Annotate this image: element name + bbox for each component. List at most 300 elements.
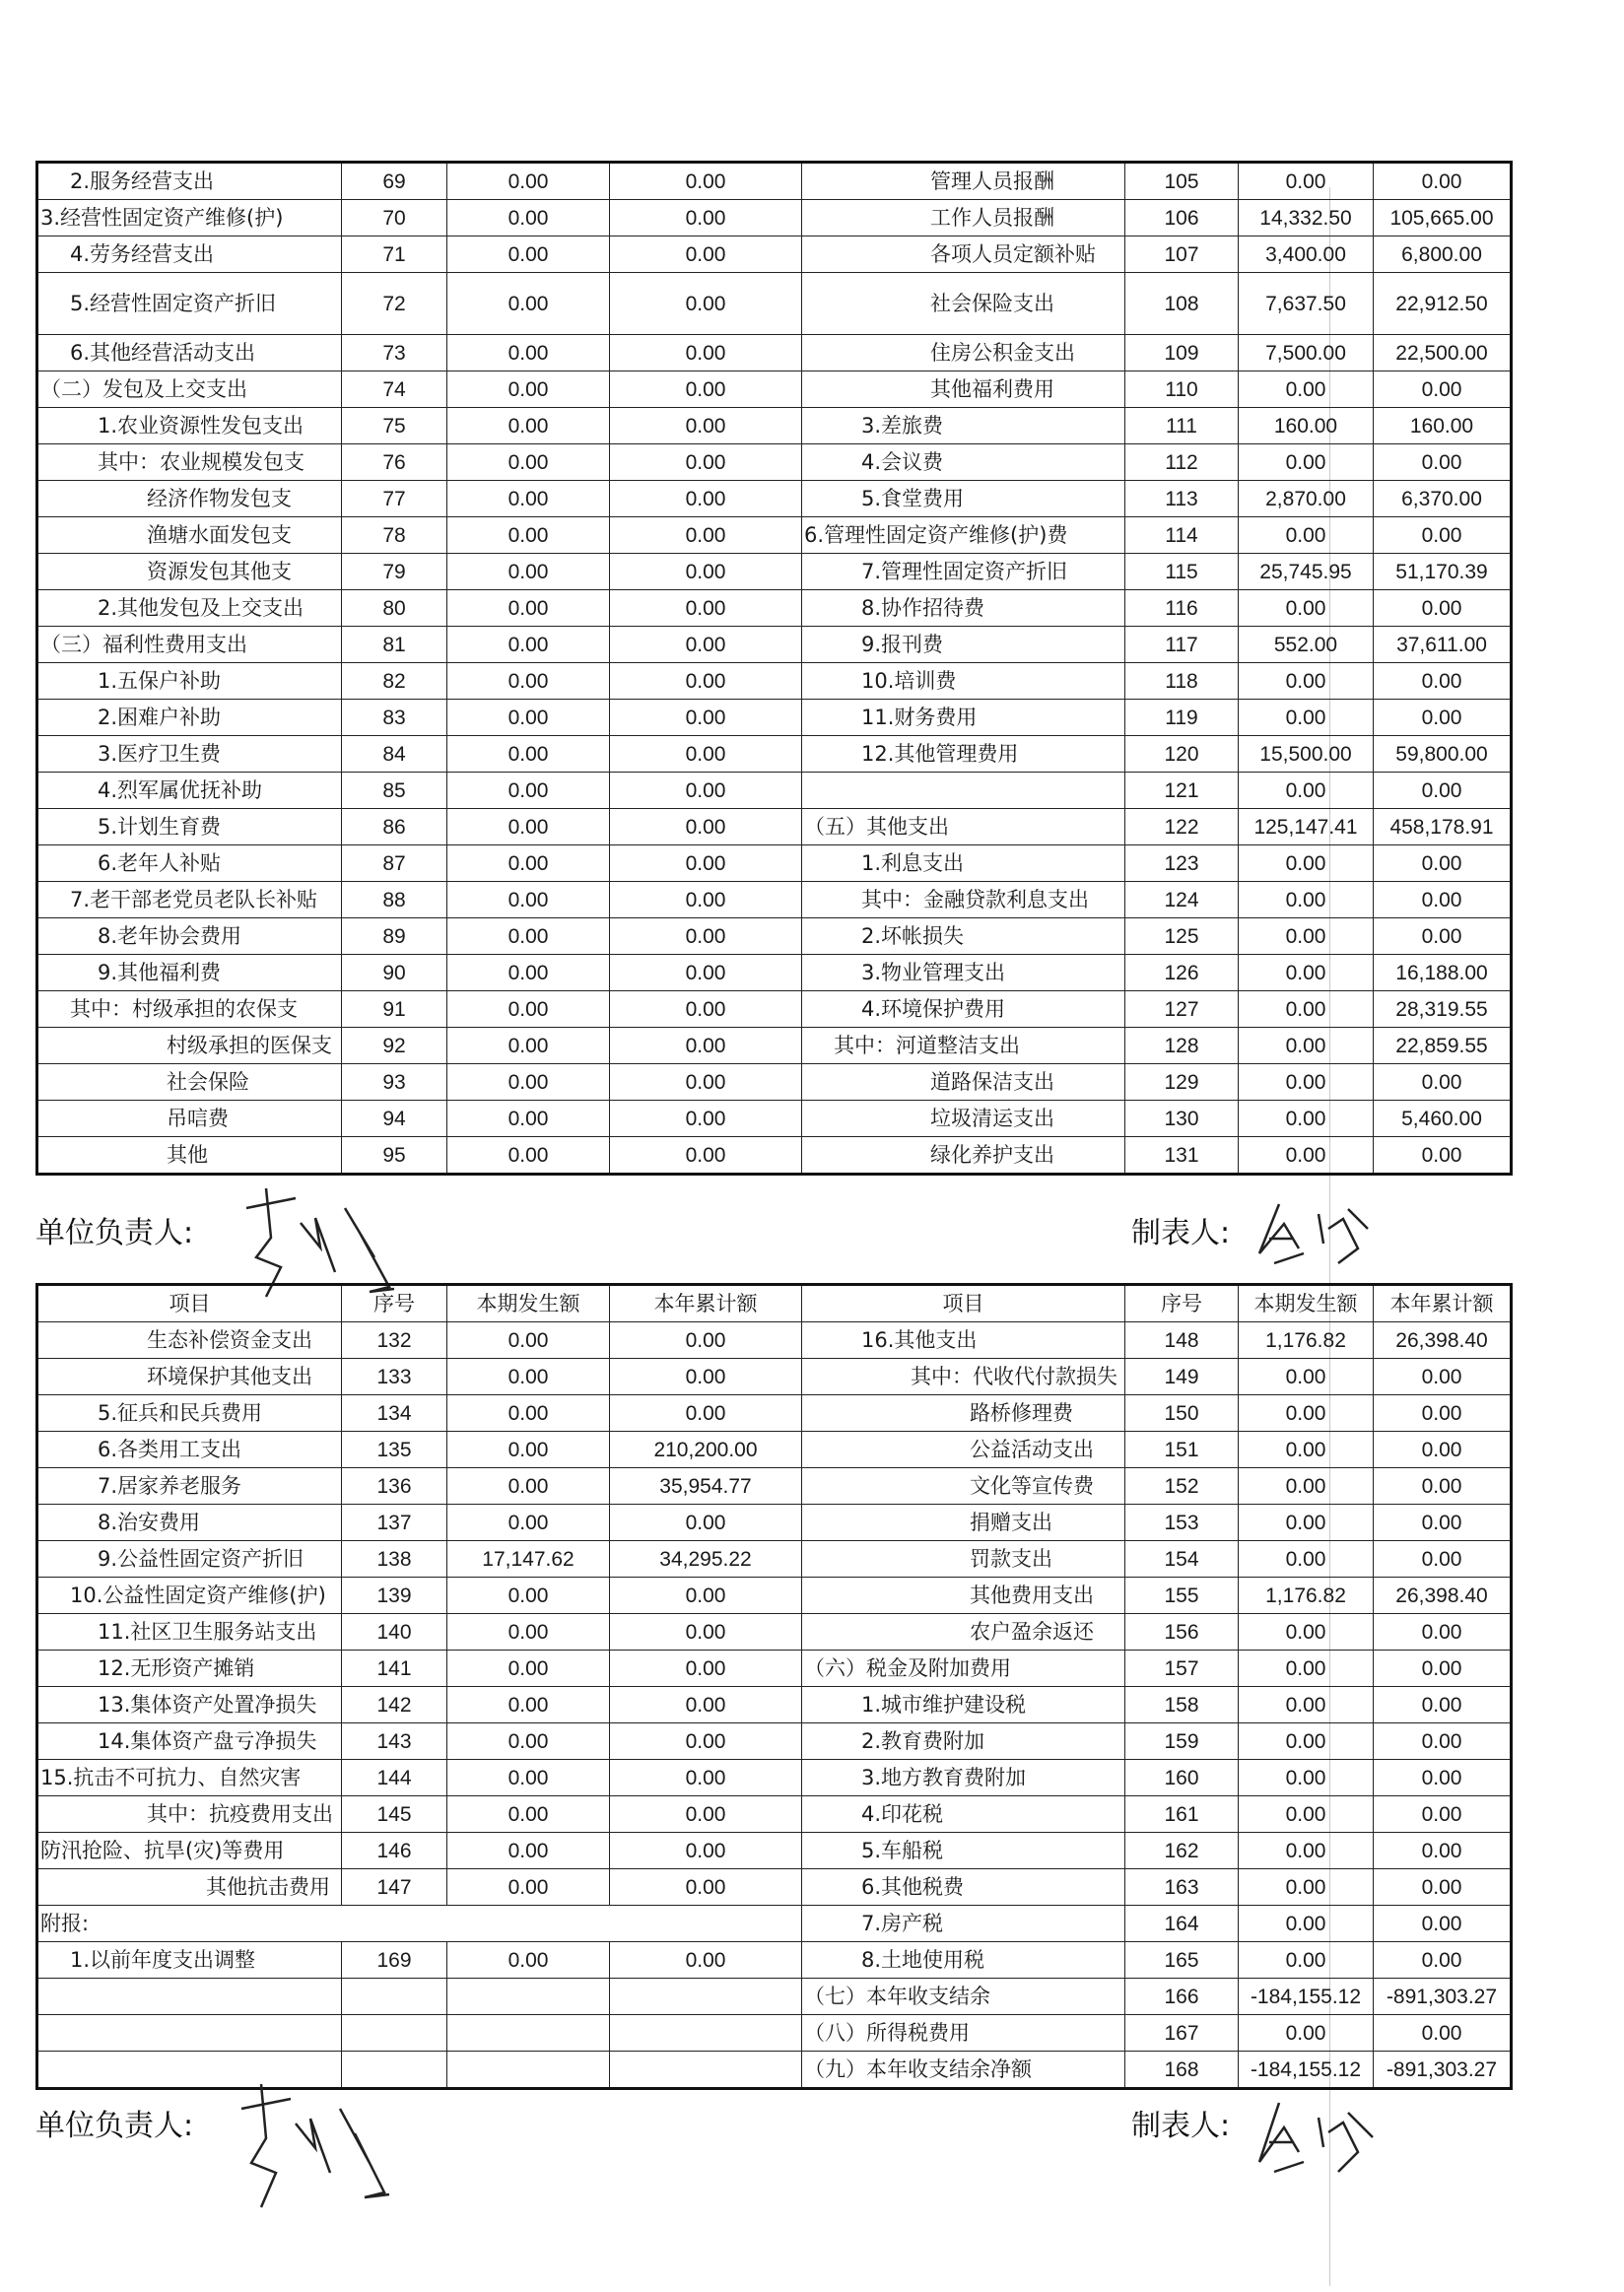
current-amount-right: 1,176.82 bbox=[1239, 1578, 1374, 1614]
seq-number-left: 90 bbox=[342, 955, 447, 991]
table-row bbox=[37, 1651, 1512, 1687]
item-name-left: 9.公益性固定资产折旧 bbox=[37, 1541, 342, 1578]
item-name-left: 5.经营性固定资产折旧 bbox=[37, 273, 342, 335]
current-amount-left: 0.00 bbox=[447, 1432, 610, 1468]
item-name-left: 6.各类用工支出 bbox=[37, 1432, 342, 1468]
item-name-right: 垃圾清运支出 bbox=[802, 1101, 1125, 1137]
seq-number-left: 81 bbox=[342, 627, 447, 663]
item-name-right: 7.房产税 bbox=[802, 1906, 1125, 1942]
ytd-amount-left: 0.00 bbox=[610, 236, 802, 273]
seq-number-right: 114 bbox=[1125, 517, 1239, 554]
seq-number-right: 163 bbox=[1125, 1869, 1239, 1906]
ytd-amount-right: 22,912.50 bbox=[1374, 273, 1512, 335]
current-amount-right: 0.00 bbox=[1239, 1614, 1374, 1651]
seq-number-left: 87 bbox=[342, 845, 447, 882]
current-amount-left: 0.00 bbox=[447, 1942, 610, 1979]
current-amount-left: 0.00 bbox=[447, 736, 610, 773]
ytd-amount-right: 0.00 bbox=[1374, 444, 1512, 481]
current-amount-left: 0.00 bbox=[447, 918, 610, 955]
ytd-amount-right: 0.00 bbox=[1374, 2015, 1512, 2052]
current-amount-left: 0.00 bbox=[447, 773, 610, 809]
item-name-right: 8.协作招待费 bbox=[802, 590, 1125, 627]
seq-number-left: 82 bbox=[342, 663, 447, 700]
item-name-right: 5.车船税 bbox=[802, 1833, 1125, 1869]
item-name-right: 12.其他管理费用 bbox=[802, 736, 1125, 773]
table-row bbox=[37, 163, 1512, 200]
item-name-right bbox=[802, 773, 1125, 809]
item-name-left: 环境保护其他支出 bbox=[37, 1359, 342, 1395]
item-name-right: 捐赠支出 bbox=[802, 1505, 1125, 1541]
current-amount-right: 552.00 bbox=[1239, 627, 1374, 663]
ytd-amount-left: 0.00 bbox=[610, 1614, 802, 1651]
table-row bbox=[37, 1869, 1512, 1906]
current-amount-right: 0.00 bbox=[1239, 991, 1374, 1028]
seq-number-right: 157 bbox=[1125, 1651, 1239, 1687]
current-amount-right: 0.00 bbox=[1239, 955, 1374, 991]
current-amount-right: 0.00 bbox=[1239, 845, 1374, 882]
item-name-left: 生态补偿资金支出 bbox=[37, 1322, 342, 1359]
current-amount-right: 0.00 bbox=[1239, 1833, 1374, 1869]
table-row bbox=[37, 1833, 1512, 1869]
seq-number-right: 156 bbox=[1125, 1614, 1239, 1651]
ytd-amount-right: 0.00 bbox=[1374, 1137, 1512, 1175]
table-row bbox=[37, 700, 1512, 736]
ytd-amount-left: 0.00 bbox=[610, 882, 802, 918]
current-amount-left: 0.00 bbox=[447, 1578, 610, 1614]
seq-number-right: 117 bbox=[1125, 627, 1239, 663]
ytd-amount-left: 0.00 bbox=[610, 335, 802, 371]
current-amount-left: 0.00 bbox=[447, 663, 610, 700]
expense-table-part-1 bbox=[35, 161, 1513, 1176]
item-name-left: 1.五保户补助 bbox=[37, 663, 342, 700]
current-amount-right: -184,155.12 bbox=[1239, 2052, 1374, 2089]
current-amount-right: 0.00 bbox=[1239, 1432, 1374, 1468]
ytd-amount-left: 0.00 bbox=[610, 1942, 802, 1979]
col-header-current-right: 本期发生额 bbox=[1239, 1285, 1374, 1322]
item-name-left: 3.经营性固定资产维修(护) bbox=[37, 200, 342, 236]
current-amount-left: 17,147.62 bbox=[447, 1541, 610, 1578]
item-name-left: 1.以前年度支出调整 bbox=[37, 1942, 342, 1979]
ytd-amount-right: 0.00 bbox=[1374, 371, 1512, 408]
item-name-left: 2.其他发包及上交支出 bbox=[37, 590, 342, 627]
seq-number-right: 166 bbox=[1125, 1979, 1239, 2015]
current-amount-right: 0.00 bbox=[1239, 773, 1374, 809]
ytd-amount-left: 0.00 bbox=[610, 809, 802, 845]
item-name-left: 其他抗击费用 bbox=[37, 1869, 342, 1906]
table-row bbox=[37, 481, 1512, 517]
current-amount-left: 0.00 bbox=[447, 627, 610, 663]
table-row bbox=[37, 554, 1512, 590]
ytd-amount-left: 0.00 bbox=[610, 590, 802, 627]
item-name-left: 4.劳务经营支出 bbox=[37, 236, 342, 273]
table-row bbox=[37, 663, 1512, 700]
seq-number-left: 86 bbox=[342, 809, 447, 845]
seq-number-right: 130 bbox=[1125, 1101, 1239, 1137]
ytd-amount-left: 0.00 bbox=[610, 1578, 802, 1614]
current-amount-left: 0.00 bbox=[447, 163, 610, 200]
seq-number-left: 133 bbox=[342, 1359, 447, 1395]
item-name-right: 4.环境保护费用 bbox=[802, 991, 1125, 1028]
ytd-amount-right: 22,500.00 bbox=[1374, 335, 1512, 371]
current-amount-right: 0.00 bbox=[1239, 1541, 1374, 1578]
current-amount-right: 160.00 bbox=[1239, 408, 1374, 444]
item-name-right: 路桥修理费 bbox=[802, 1395, 1125, 1432]
table-row bbox=[37, 1359, 1512, 1395]
table-row bbox=[37, 1760, 1512, 1796]
item-name-right: 社会保险支出 bbox=[802, 273, 1125, 335]
ytd-amount-right: 51,170.39 bbox=[1374, 554, 1512, 590]
table-row bbox=[37, 1137, 1512, 1175]
ytd-amount-right: -891,303.27 bbox=[1374, 2052, 1512, 2089]
item-name-right: 4.会议费 bbox=[802, 444, 1125, 481]
ytd-amount-left: 0.00 bbox=[610, 1395, 802, 1432]
item-name-left: 村级承担的医保支 bbox=[37, 1028, 342, 1064]
item-name-left: 其中：抗疫费用支出 bbox=[37, 1796, 342, 1833]
item-name-right: 住房公积金支出 bbox=[802, 335, 1125, 371]
item-name-left bbox=[37, 2015, 342, 2052]
table-row bbox=[37, 809, 1512, 845]
seq-number-left bbox=[342, 1979, 447, 2015]
seq-number-right: 120 bbox=[1125, 736, 1239, 773]
ytd-amount-left: 0.00 bbox=[610, 845, 802, 882]
seq-number-left: 69 bbox=[342, 163, 447, 200]
seq-number-left: 85 bbox=[342, 773, 447, 809]
item-name-left: 资源发包其他支 bbox=[37, 554, 342, 590]
unit-head-label-bottom: 单位负责人: bbox=[35, 2109, 194, 2143]
ytd-amount-right: 0.00 bbox=[1374, 1906, 1512, 1942]
seq-number-left: 132 bbox=[342, 1322, 447, 1359]
current-amount-right: 0.00 bbox=[1239, 1064, 1374, 1101]
current-amount-left: 0.00 bbox=[447, 1468, 610, 1505]
ytd-amount-left bbox=[610, 1979, 802, 2015]
item-name-right: 3.物业管理支出 bbox=[802, 955, 1125, 991]
current-amount-right: 0.00 bbox=[1239, 444, 1374, 481]
seq-number-right: 125 bbox=[1125, 918, 1239, 955]
ytd-amount-right: 0.00 bbox=[1374, 882, 1512, 918]
header-row bbox=[37, 1285, 1512, 1322]
item-name-right: 1.城市维护建设税 bbox=[802, 1687, 1125, 1723]
ytd-amount-left: 210,200.00 bbox=[610, 1432, 802, 1468]
seq-number-right: 148 bbox=[1125, 1322, 1239, 1359]
ytd-amount-right: 160.00 bbox=[1374, 408, 1512, 444]
item-name-right: 道路保洁支出 bbox=[802, 1064, 1125, 1101]
ytd-amount-left bbox=[610, 2015, 802, 2052]
seq-number-left: 137 bbox=[342, 1505, 447, 1541]
table-row bbox=[37, 1687, 1512, 1723]
current-amount-right: 0.00 bbox=[1239, 1101, 1374, 1137]
unit-head-label: 单位负责人: bbox=[35, 1216, 194, 1250]
item-name-left: 14.集体资产盘亏净损失 bbox=[37, 1723, 342, 1760]
table-row bbox=[37, 517, 1512, 554]
seq-number-left: 72 bbox=[342, 273, 447, 335]
ytd-amount-right: 0.00 bbox=[1374, 1468, 1512, 1505]
item-name-left: 6.老年人补贴 bbox=[37, 845, 342, 882]
table-row bbox=[37, 918, 1512, 955]
seq-number-right: 106 bbox=[1125, 200, 1239, 236]
ytd-amount-left: 0.00 bbox=[610, 663, 802, 700]
current-amount-right: 1,176.82 bbox=[1239, 1322, 1374, 1359]
ytd-amount-right: 0.00 bbox=[1374, 590, 1512, 627]
current-amount-left: 0.00 bbox=[447, 882, 610, 918]
current-amount-left bbox=[447, 2015, 610, 2052]
seq-number-left: 91 bbox=[342, 991, 447, 1028]
seq-number-left: 73 bbox=[342, 335, 447, 371]
item-name-left: 15.抗击不可抗力、自然灾害 bbox=[37, 1760, 342, 1796]
table-row bbox=[37, 1796, 1512, 1833]
item-name-left bbox=[37, 1979, 342, 2015]
current-amount-right: 0.00 bbox=[1239, 1760, 1374, 1796]
item-name-left: 7.老干部老党员老队长补贴 bbox=[37, 882, 342, 918]
ytd-amount-right: 105,665.00 bbox=[1374, 200, 1512, 236]
item-name-left: （三）福利性费用支出 bbox=[37, 627, 342, 663]
ytd-amount-left bbox=[610, 2052, 802, 2089]
seq-number-right: 165 bbox=[1125, 1942, 1239, 1979]
seq-number-left: 80 bbox=[342, 590, 447, 627]
ytd-amount-right: 0.00 bbox=[1374, 517, 1512, 554]
col-header-ytd-left: 本年累计额 bbox=[610, 1285, 802, 1322]
seq-number-left: 70 bbox=[342, 200, 447, 236]
item-name-left: 13.集体资产处置净损失 bbox=[37, 1687, 342, 1723]
current-amount-left: 0.00 bbox=[447, 1322, 610, 1359]
ytd-amount-right: 16,188.00 bbox=[1374, 955, 1512, 991]
seq-number-left: 140 bbox=[342, 1614, 447, 1651]
seq-number-left: 144 bbox=[342, 1760, 447, 1796]
col-header-item-left: 项目 bbox=[37, 1285, 342, 1322]
table-row bbox=[37, 1942, 1512, 1979]
item-name-right: 其中：金融贷款利息支出 bbox=[802, 882, 1125, 918]
seq-number-right: 105 bbox=[1125, 163, 1239, 200]
current-amount-left: 0.00 bbox=[447, 1028, 610, 1064]
ytd-amount-right: 0.00 bbox=[1374, 1505, 1512, 1541]
current-amount-right: 0.00 bbox=[1239, 371, 1374, 408]
item-name-right: （六）税金及附加费用 bbox=[802, 1651, 1125, 1687]
table-row bbox=[37, 845, 1512, 882]
seq-number-left: 147 bbox=[342, 1869, 447, 1906]
seq-number-right: 153 bbox=[1125, 1505, 1239, 1541]
seq-number-right: 124 bbox=[1125, 882, 1239, 918]
ytd-amount-right: 0.00 bbox=[1374, 1687, 1512, 1723]
seq-number-right: 154 bbox=[1125, 1541, 1239, 1578]
current-amount-left: 0.00 bbox=[447, 809, 610, 845]
current-amount-left: 0.00 bbox=[447, 991, 610, 1028]
current-amount-left: 0.00 bbox=[447, 236, 610, 273]
item-name-right: 文化等宣传费 bbox=[802, 1468, 1125, 1505]
seq-number-left: 83 bbox=[342, 700, 447, 736]
table-row bbox=[37, 1101, 1512, 1137]
current-amount-left: 0.00 bbox=[447, 955, 610, 991]
current-amount-left: 0.00 bbox=[447, 371, 610, 408]
ytd-amount-left: 0.00 bbox=[610, 371, 802, 408]
seq-number-left: 138 bbox=[342, 1541, 447, 1578]
item-name-left: 1.农业资源性发包支出 bbox=[37, 408, 342, 444]
seq-number-right: 116 bbox=[1125, 590, 1239, 627]
item-name-right: 1.利息支出 bbox=[802, 845, 1125, 882]
current-amount-left: 0.00 bbox=[447, 1137, 610, 1175]
seq-number-right: 160 bbox=[1125, 1760, 1239, 1796]
ytd-amount-left: 0.00 bbox=[610, 481, 802, 517]
seq-number-left: 89 bbox=[342, 918, 447, 955]
item-name-left: 其中：农业规模发包支 bbox=[37, 444, 342, 481]
seq-number-right: 122 bbox=[1125, 809, 1239, 845]
item-name-right: 6.管理性固定资产维修(护)费 bbox=[802, 517, 1125, 554]
current-amount-left: 0.00 bbox=[447, 700, 610, 736]
current-amount-right: 0.00 bbox=[1239, 163, 1374, 200]
table-row bbox=[37, 236, 1512, 273]
ytd-amount-left: 0.00 bbox=[610, 200, 802, 236]
ytd-amount-right: 5,460.00 bbox=[1374, 1101, 1512, 1137]
seq-number-right: 107 bbox=[1125, 236, 1239, 273]
ytd-amount-right: 0.00 bbox=[1374, 1869, 1512, 1906]
seq-number-left: 76 bbox=[342, 444, 447, 481]
col-header-current-left: 本期发生额 bbox=[447, 1285, 610, 1322]
ytd-amount-right: 26,398.40 bbox=[1374, 1322, 1512, 1359]
current-amount-right: 0.00 bbox=[1239, 882, 1374, 918]
current-amount-right: 7,637.50 bbox=[1239, 273, 1374, 335]
table-row bbox=[37, 1064, 1512, 1101]
seq-number-right: 158 bbox=[1125, 1687, 1239, 1723]
ytd-amount-right: 28,319.55 bbox=[1374, 991, 1512, 1028]
table-row bbox=[37, 736, 1512, 773]
ytd-amount-right: 0.00 bbox=[1374, 1723, 1512, 1760]
ytd-amount-right: 6,800.00 bbox=[1374, 236, 1512, 273]
current-amount-right: 0.00 bbox=[1239, 1505, 1374, 1541]
item-name-right: 2.坏帐损失 bbox=[802, 918, 1125, 955]
item-name-right: （七）本年收支结余 bbox=[802, 1979, 1125, 2015]
ytd-amount-left: 0.00 bbox=[610, 736, 802, 773]
seq-number-left: 75 bbox=[342, 408, 447, 444]
item-name-left: 3.医疗卫生费 bbox=[37, 736, 342, 773]
current-amount-left: 0.00 bbox=[447, 517, 610, 554]
item-name-left: 12.无形资产摊销 bbox=[37, 1651, 342, 1687]
seq-number-right: 111 bbox=[1125, 408, 1239, 444]
ytd-amount-left: 0.00 bbox=[610, 517, 802, 554]
current-amount-left bbox=[447, 2052, 610, 2089]
current-amount-left: 0.00 bbox=[447, 1395, 610, 1432]
current-amount-left: 0.00 bbox=[447, 1614, 610, 1651]
current-amount-right: 0.00 bbox=[1239, 1869, 1374, 1906]
ytd-amount-left: 0.00 bbox=[610, 955, 802, 991]
table-row bbox=[37, 882, 1512, 918]
item-name-right: 绿化养护支出 bbox=[802, 1137, 1125, 1175]
item-name-left: 其中：村级承担的农保支 bbox=[37, 991, 342, 1028]
col-header-ytd-right: 本年累计额 bbox=[1374, 1285, 1512, 1322]
item-name-right: （五）其他支出 bbox=[802, 809, 1125, 845]
ytd-amount-right: 0.00 bbox=[1374, 1395, 1512, 1432]
current-amount-right: 0.00 bbox=[1239, 918, 1374, 955]
seq-number-left: 142 bbox=[342, 1687, 447, 1723]
current-amount-left: 0.00 bbox=[447, 1359, 610, 1395]
ytd-amount-right: 0.00 bbox=[1374, 1760, 1512, 1796]
seq-number-left: 74 bbox=[342, 371, 447, 408]
item-name-right: （八）所得税费用 bbox=[802, 2015, 1125, 2052]
seq-number-right: 168 bbox=[1125, 2052, 1239, 2089]
ytd-amount-left: 0.00 bbox=[610, 1101, 802, 1137]
table-row bbox=[37, 773, 1512, 809]
item-name-left: （二）发包及上交支出 bbox=[37, 371, 342, 408]
item-name-left: 11.社区卫生服务站支出 bbox=[37, 1614, 342, 1651]
ytd-amount-left: 0.00 bbox=[610, 408, 802, 444]
seq-number-left: 84 bbox=[342, 736, 447, 773]
ytd-amount-right: 0.00 bbox=[1374, 1833, 1512, 1869]
item-name-right: 各项人员定额补贴 bbox=[802, 236, 1125, 273]
item-name-right: 3.差旅费 bbox=[802, 408, 1125, 444]
table-row bbox=[37, 1541, 1512, 1578]
current-amount-right: 25,745.95 bbox=[1239, 554, 1374, 590]
seq-number-right: 128 bbox=[1125, 1028, 1239, 1064]
item-name-right: 管理人员报酬 bbox=[802, 163, 1125, 200]
ytd-amount-right: 0.00 bbox=[1374, 1614, 1512, 1651]
item-name-left: 社会保险 bbox=[37, 1064, 342, 1101]
item-name-left: 9.其他福利费 bbox=[37, 955, 342, 991]
ytd-amount-left: 0.00 bbox=[610, 1723, 802, 1760]
seq-number-right: 155 bbox=[1125, 1578, 1239, 1614]
seq-number-left: 93 bbox=[342, 1064, 447, 1101]
current-amount-left: 0.00 bbox=[447, 335, 610, 371]
table-row bbox=[37, 371, 1512, 408]
table-row bbox=[37, 991, 1512, 1028]
preparer-label: 制表人: bbox=[1131, 1216, 1231, 1250]
current-amount-right: 0.00 bbox=[1239, 1359, 1374, 1395]
item-name-left: 7.居家养老服务 bbox=[37, 1468, 342, 1505]
seq-number-left: 146 bbox=[342, 1833, 447, 1869]
current-amount-left: 0.00 bbox=[447, 1760, 610, 1796]
item-name-right: 10.培训费 bbox=[802, 663, 1125, 700]
current-amount-left: 0.00 bbox=[447, 444, 610, 481]
ytd-amount-right: 0.00 bbox=[1374, 918, 1512, 955]
item-name-left: 防汛抢险、抗旱(灾)等费用 bbox=[37, 1833, 342, 1869]
ytd-amount-left: 0.00 bbox=[610, 1760, 802, 1796]
ytd-amount-left: 0.00 bbox=[610, 700, 802, 736]
ytd-amount-right: 0.00 bbox=[1374, 1432, 1512, 1468]
item-name-right: 6.其他税费 bbox=[802, 1869, 1125, 1906]
appendix-row bbox=[37, 1906, 1512, 1942]
seq-number-left: 94 bbox=[342, 1101, 447, 1137]
ytd-amount-right: -891,303.27 bbox=[1374, 1979, 1512, 2015]
seq-number-left: 77 bbox=[342, 481, 447, 517]
seq-number-left: 135 bbox=[342, 1432, 447, 1468]
preparer-label-bottom: 制表人: bbox=[1131, 2109, 1231, 2143]
ytd-amount-right: 0.00 bbox=[1374, 163, 1512, 200]
table-row bbox=[37, 1028, 1512, 1064]
seq-number-right: 150 bbox=[1125, 1395, 1239, 1432]
seq-number-left: 95 bbox=[342, 1137, 447, 1175]
seq-number-left: 141 bbox=[342, 1651, 447, 1687]
current-amount-right: 0.00 bbox=[1239, 1137, 1374, 1175]
item-name-right: 16.其他支出 bbox=[802, 1322, 1125, 1359]
seq-number-right: 129 bbox=[1125, 1064, 1239, 1101]
unit-head-signature-bottom bbox=[222, 2069, 409, 2217]
seq-number-left: 79 bbox=[342, 554, 447, 590]
seq-number-right: 123 bbox=[1125, 845, 1239, 882]
current-amount-left: 0.00 bbox=[447, 1723, 610, 1760]
current-amount-right: 0.00 bbox=[1239, 1723, 1374, 1760]
ytd-amount-left: 0.00 bbox=[610, 444, 802, 481]
seq-number-left: 139 bbox=[342, 1578, 447, 1614]
seq-number-left: 78 bbox=[342, 517, 447, 554]
seq-number-right: 151 bbox=[1125, 1432, 1239, 1468]
seq-number-left: 145 bbox=[342, 1796, 447, 1833]
ytd-amount-left: 0.00 bbox=[610, 1796, 802, 1833]
current-amount-right: 15,500.00 bbox=[1239, 736, 1374, 773]
seq-number-left: 136 bbox=[342, 1468, 447, 1505]
item-name-right: 4.印花税 bbox=[802, 1796, 1125, 1833]
seq-number-left: 134 bbox=[342, 1395, 447, 1432]
seq-number-right: 127 bbox=[1125, 991, 1239, 1028]
current-amount-left: 0.00 bbox=[447, 1651, 610, 1687]
ytd-amount-left: 0.00 bbox=[610, 627, 802, 663]
ytd-amount-right: 37,611.00 bbox=[1374, 627, 1512, 663]
current-amount-left: 0.00 bbox=[447, 1687, 610, 1723]
